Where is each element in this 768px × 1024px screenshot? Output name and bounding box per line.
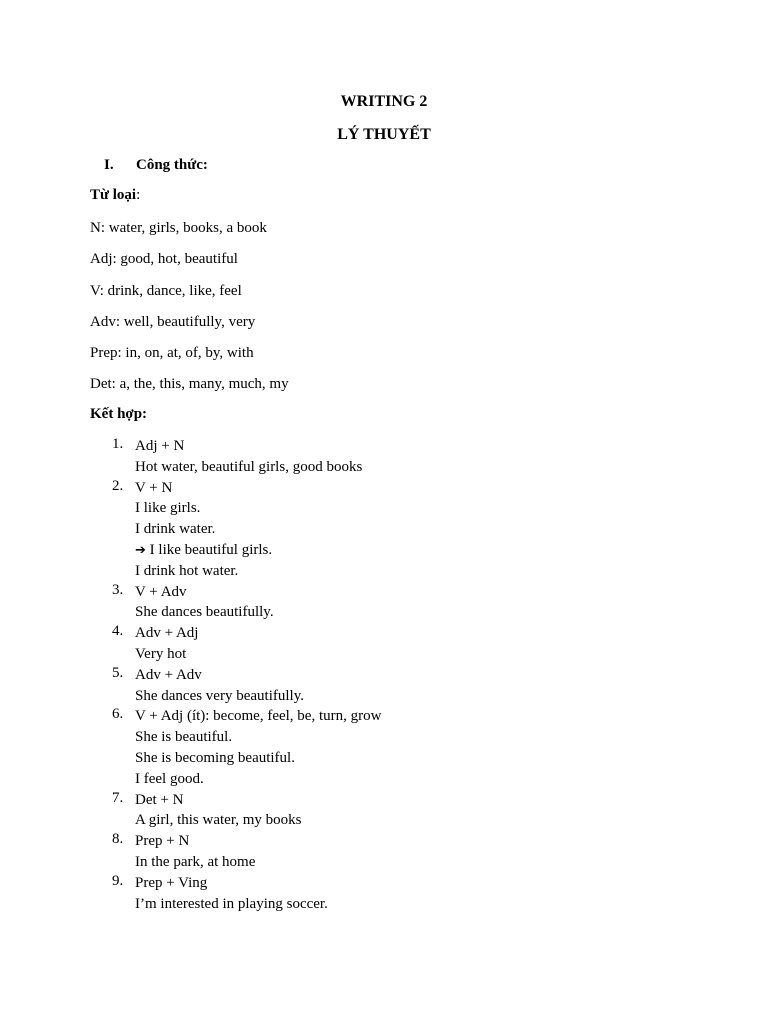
combination-example: She is beautiful. xyxy=(135,729,233,746)
combination-example: In the park, at home xyxy=(135,853,256,870)
combination-number: 2. xyxy=(112,477,124,494)
combination-item xyxy=(90,873,690,915)
combination-formula: Adj + N xyxy=(135,438,185,454)
section-number: I. xyxy=(104,157,114,173)
word-type-preposition: Prep: in, on, at, of, by, with xyxy=(90,345,254,361)
combination-item xyxy=(90,790,690,832)
combination-number: 9. xyxy=(112,872,124,889)
word-types-heading xyxy=(90,187,140,204)
combination-item xyxy=(90,623,690,665)
combination-example: I like girls. xyxy=(135,500,201,517)
combination-number: 4. xyxy=(112,623,124,640)
word-types-heading-text: Từ loại xyxy=(90,187,137,203)
combination-item xyxy=(90,582,690,624)
combination-item xyxy=(90,436,690,478)
combination-item xyxy=(90,665,690,707)
combinations-list xyxy=(90,436,690,914)
word-type-adverb: Adv: well, beautifully, very xyxy=(90,314,256,330)
combination-item xyxy=(90,831,690,873)
combination-number: 7. xyxy=(112,789,124,806)
combination-number: 8. xyxy=(112,831,124,848)
combination-formula: Adv + Adj xyxy=(135,625,199,642)
document-subtitle: LÝ THUYẾT xyxy=(337,126,431,143)
combination-example: I drink hot water. xyxy=(135,562,239,579)
combination-formula: Prep + Ving xyxy=(135,874,208,891)
combination-example: I’m interested in playing soccer. xyxy=(135,895,328,912)
arrow-right-icon: ➔ xyxy=(135,542,146,558)
combination-number: 1. xyxy=(112,436,124,452)
combination-number: 6. xyxy=(112,706,124,723)
combination-example: I feel good. xyxy=(135,770,204,787)
word-types-heading-colon: : xyxy=(136,187,141,203)
combination-example: She dances beautifully. xyxy=(135,604,274,621)
section-label: Công thức: xyxy=(136,157,208,173)
combination-item xyxy=(90,706,690,789)
word-type-adjective: Adj: good, hot, beautiful xyxy=(90,251,238,267)
combination-formula: Prep + N xyxy=(135,833,190,850)
combination-example: I drink water. xyxy=(135,521,216,538)
word-type-determiner: Det: a, the, this, many, much, my xyxy=(90,376,289,392)
combination-example: She dances very beautifully. xyxy=(135,687,304,704)
combination-formula: Det + N xyxy=(135,791,184,808)
document-title: WRITING 2 xyxy=(340,93,428,110)
section-heading xyxy=(104,157,208,174)
combination-example: A girl, this water, my books xyxy=(135,812,302,829)
combinations-heading: Kết hợp: xyxy=(90,406,148,422)
combination-item xyxy=(90,478,690,582)
word-type-noun: N: water, girls, books, a book xyxy=(90,220,267,236)
combination-formula: V + N xyxy=(135,479,173,496)
combination-number: 5. xyxy=(112,664,124,681)
combination-example: Very hot xyxy=(135,645,187,662)
combination-formula: V + Adj (ít): become, feel, be, turn, grow xyxy=(135,708,382,725)
combination-example: Hot water, beautiful girls, good books xyxy=(135,458,363,475)
combination-example: She is becoming beautiful. xyxy=(135,749,295,766)
combination-number: 3. xyxy=(112,581,124,598)
combination-example: I like beautiful girls. xyxy=(149,541,273,558)
word-type-verb: V: drink, dance, like, feel xyxy=(90,283,242,299)
combination-formula: V + Adv xyxy=(135,583,187,600)
combination-result-line xyxy=(135,540,690,561)
combination-formula: Adv + Adv xyxy=(135,666,202,683)
